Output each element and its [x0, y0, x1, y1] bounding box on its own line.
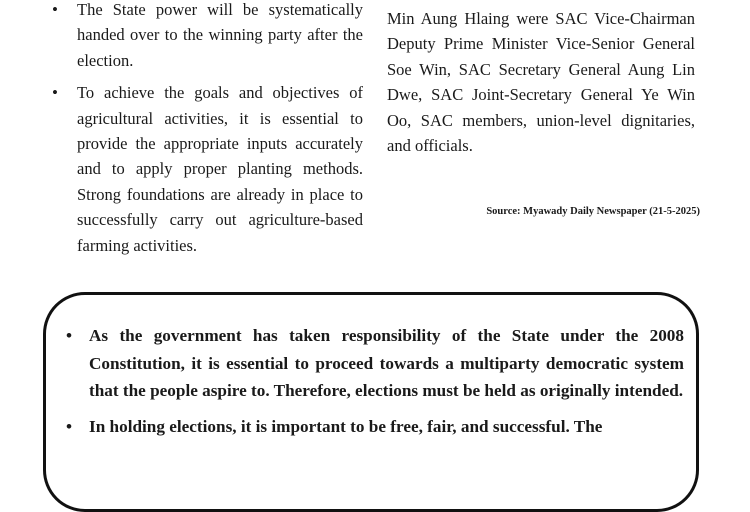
highlight-bullet-list: [64, 322, 684, 448]
left-bullet-list: [52, 0, 363, 258]
bullet-power-transfer: • The State power will be systematically handed over to the winning party after the election.: [52, 0, 363, 73]
left-column: [52, 0, 363, 265]
attendees-paragraph: Min Aung Hlaing were SAC Vice-Chairman Deputy Prime Minister Vice-Senior General Soe Win, SAC Secretary General Aung Lin Dwe, SAC Joint-Secretary General Ye Win Oo, SAC members, union-level dignitaries, and officials.: [387, 9, 695, 156]
source-citation: Source: Myawady Daily Newspaper (21-5-2025): [486, 206, 700, 217]
bullet-constitution: • As the government has taken responsibility of the State under the 2008 Constitution, it is essential to proceed towards a multiparty democratic system that the people aspire to. Therefore, elections must be held as originally intended.: [64, 322, 684, 405]
bullet-elections: • In holding elections, it is important to be free, fair, and successful. The: [64, 413, 684, 441]
highlight-box: [43, 292, 699, 512]
right-column: [387, 6, 695, 158]
bullet-agriculture: • To achieve the goals and objectives of agricultural activities, it is essential to provide the appropriate inputs accurately and to apply proper planting methods. Strong foundations are already in place to successfully carry out agriculture-based farming activities.: [52, 80, 363, 258]
